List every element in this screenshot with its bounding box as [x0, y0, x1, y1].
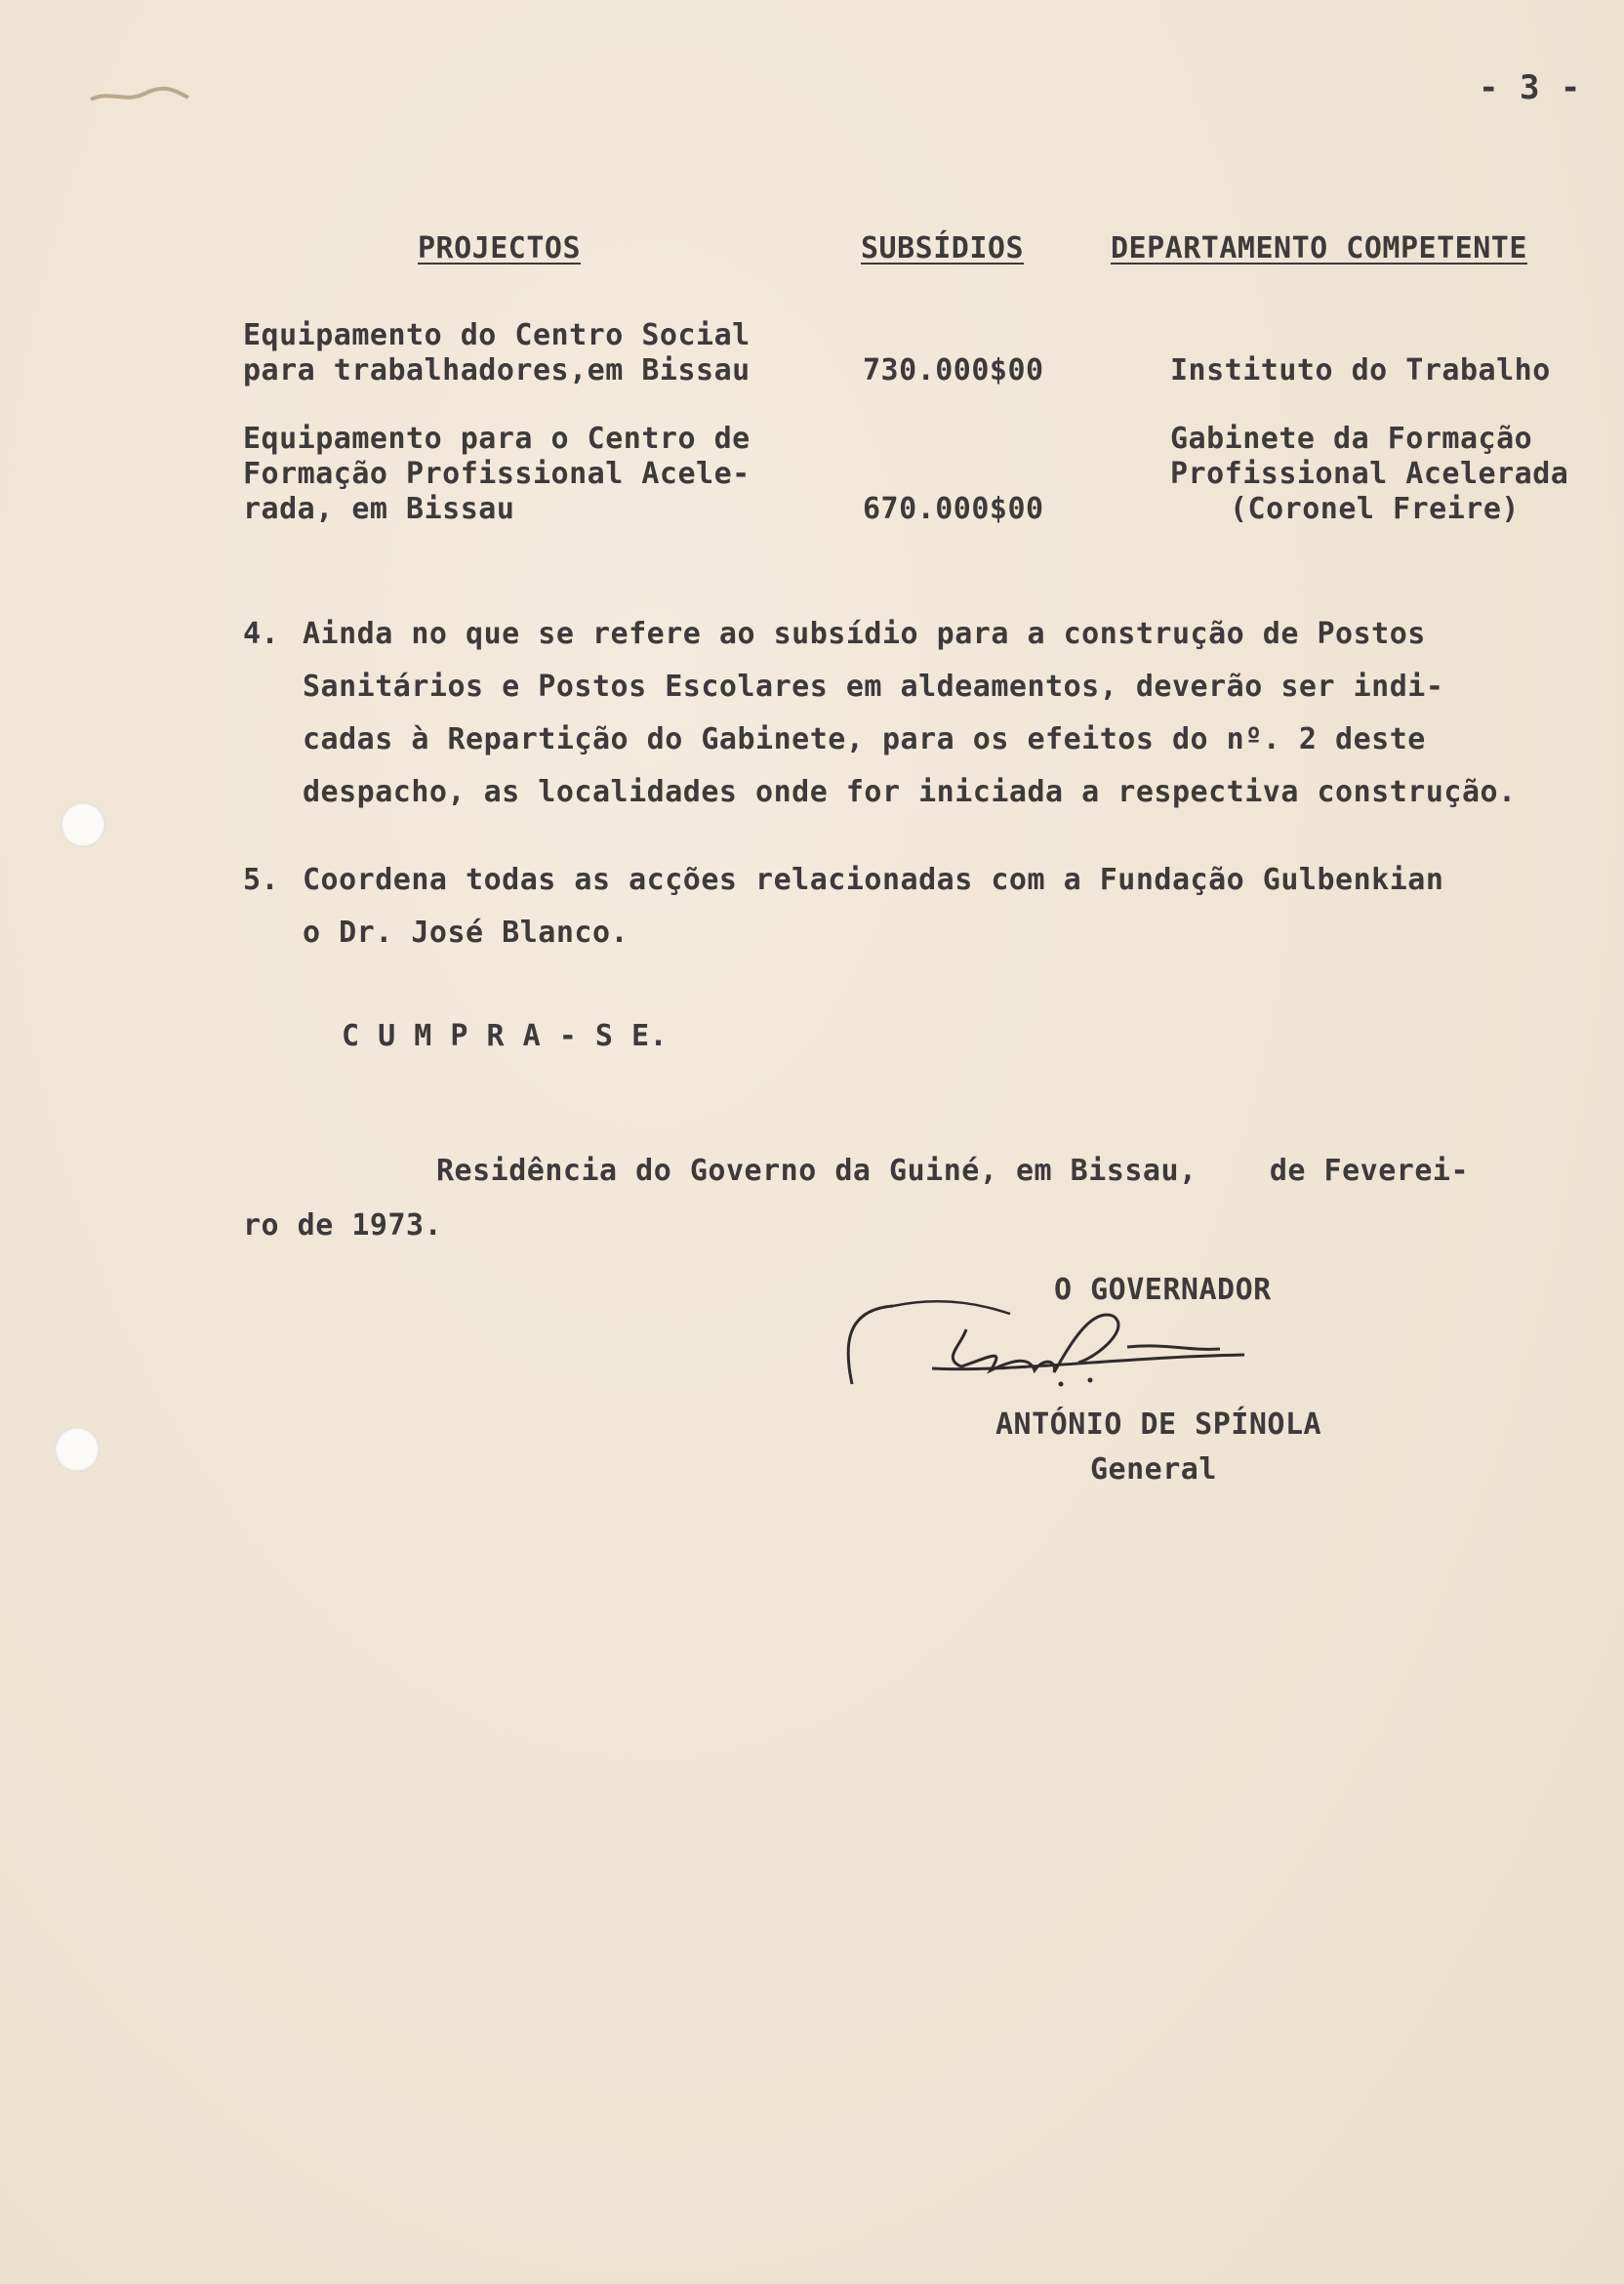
row2-subsidy: 670.000$00: [863, 492, 1044, 526]
item4-line4: despacho, as localidades onde for iniciada a respectiva construção.: [303, 775, 1517, 809]
punch-hole-bottom: [55, 1427, 100, 1472]
item4-line2: Sanitários e Postos Escolares em aldeamentos, deverão ser indi-: [303, 670, 1444, 704]
row2-project-line3: rada, em Bissau: [243, 492, 515, 526]
item4-number: 4.: [243, 617, 280, 651]
signature-title: O GOVERNADOR: [1054, 1273, 1272, 1307]
row1-project-line1: Equipamento do Centro Social: [243, 318, 751, 352]
header-projectos: PROJECTOS: [418, 231, 582, 265]
handwritten-signature: [834, 1288, 1322, 1396]
row2-department-line1: Gabinete da Formação: [1170, 422, 1533, 456]
punch-hole-top: [61, 802, 105, 847]
row2-project-line2: Formação Profissional Acele-: [243, 457, 751, 491]
header-departamento: DEPARTAMENTO COMPETENTE: [1111, 231, 1527, 265]
signature-name: ANTÓNIO DE SPÍNOLA: [995, 1407, 1322, 1442]
row1-subsidy: 730.000$00: [863, 353, 1044, 387]
row2-department-line2: Profissional Acelerada: [1170, 457, 1569, 491]
header-subsidios: SUBSÍDIOS: [861, 231, 1025, 265]
ink-smudge: [86, 82, 193, 111]
item5-line2: o Dr. José Blanco.: [303, 916, 629, 950]
item5-number: 5.: [243, 863, 280, 897]
signature-rank: General: [1090, 1452, 1217, 1487]
closing-line1: Residência do Governo da Guiné, em Bissau, de Feverei-: [436, 1154, 1470, 1188]
cumpra-se: C U M P R A - S E.: [342, 1019, 669, 1053]
item5-line1: Coordena todas as acções relacionadas com a Fundação Gulbenkian: [303, 863, 1444, 897]
row2-project-line1: Equipamento para o Centro de: [243, 422, 751, 456]
row1-project-line2: para trabalhadores,em Bissau: [243, 353, 751, 387]
page-number: - 3 -: [1479, 68, 1581, 107]
closing-line2: ro de 1973.: [243, 1208, 443, 1243]
row2-department-line3: (Coronel Freire): [1230, 492, 1520, 526]
row1-department: Instituto do Trabalho: [1170, 353, 1551, 387]
item4-line3: cadas à Repartição do Gabinete, para os efeitos do nº. 2 deste: [303, 722, 1426, 756]
item4-line1: Ainda no que se refere ao subsídio para a construção de Postos: [303, 617, 1426, 651]
